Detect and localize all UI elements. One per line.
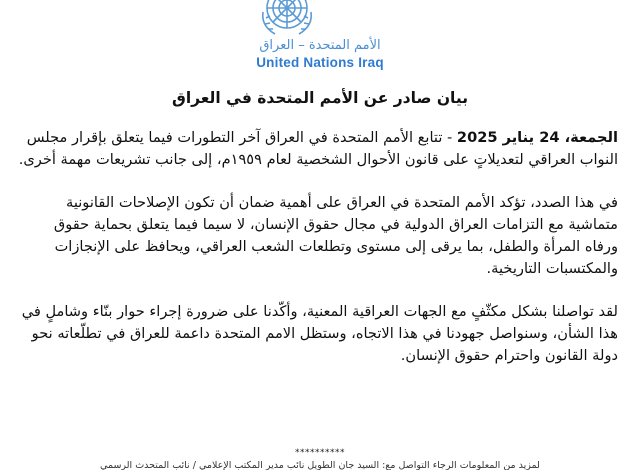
paragraph-2: في هذا الصدد، تؤكد الأمم المتحدة في العراق على أهمية ضمان أن تكون الإصلاحات القانونية متماشية مع التزامات العراق الدولية في مجال حقوق الإنسان، لا سيما فيما يتعلق بحماية حقوق ورفاه المرأة والطفل، بما يرقى إلى مستوى وتطلعات الشعب العراقي، ويحافظ على الإنجازات والمكتسبات التاريخية.: [53, 194, 618, 277]
org-name-english: United Nations Iraq: [256, 55, 384, 70]
paragraph-1-text: - تتابع الأمم المتحدة في العراق آخر التطورات فيما يتعلق بإقرار مجلس النواب العراقي لتعديلاتٍ على قانون الأحوال الشخصية لعام ١٩٥٩م، إلى جانب تشريعات مهمة أخرى.: [18, 129, 618, 168]
document-title: بيان صادر عن الأمم المتحدة في العراق: [171, 89, 469, 107]
letterhead: [0, 0, 640, 82]
paragraph-3: لقد تواصلنا بشكل مكثّفٍ مع الجهات العراقية المعنية، وأكّدنا على ضرورة إجراء حوار بنّاء وشاملٍ في هذا الشأن، وسنواصل جهودنا في هذا الاتجاه، وستظل الامم المتحدة داعمة للعراق في تطلّعاته نحو دولة القانون واحترام حقوق الإنسان.: [21, 303, 618, 364]
un-emblem-icon: [257, 0, 317, 38]
date-lead: الجمعة، 24 يناير 2025: [456, 129, 618, 146]
paragraph-1: [18, 127, 618, 171]
contact-footer: لمزيد من المعلومات الرجاء التواصل مع: السيد جان الطويل نائب مدير المكتب الإعلامي / نائب المتحدث الرسمي: [100, 460, 540, 470]
divider: **********: [295, 448, 345, 458]
document-body: [18, 127, 618, 388]
org-name-arabic: الأمم المتحدة – العراق: [259, 38, 381, 53]
